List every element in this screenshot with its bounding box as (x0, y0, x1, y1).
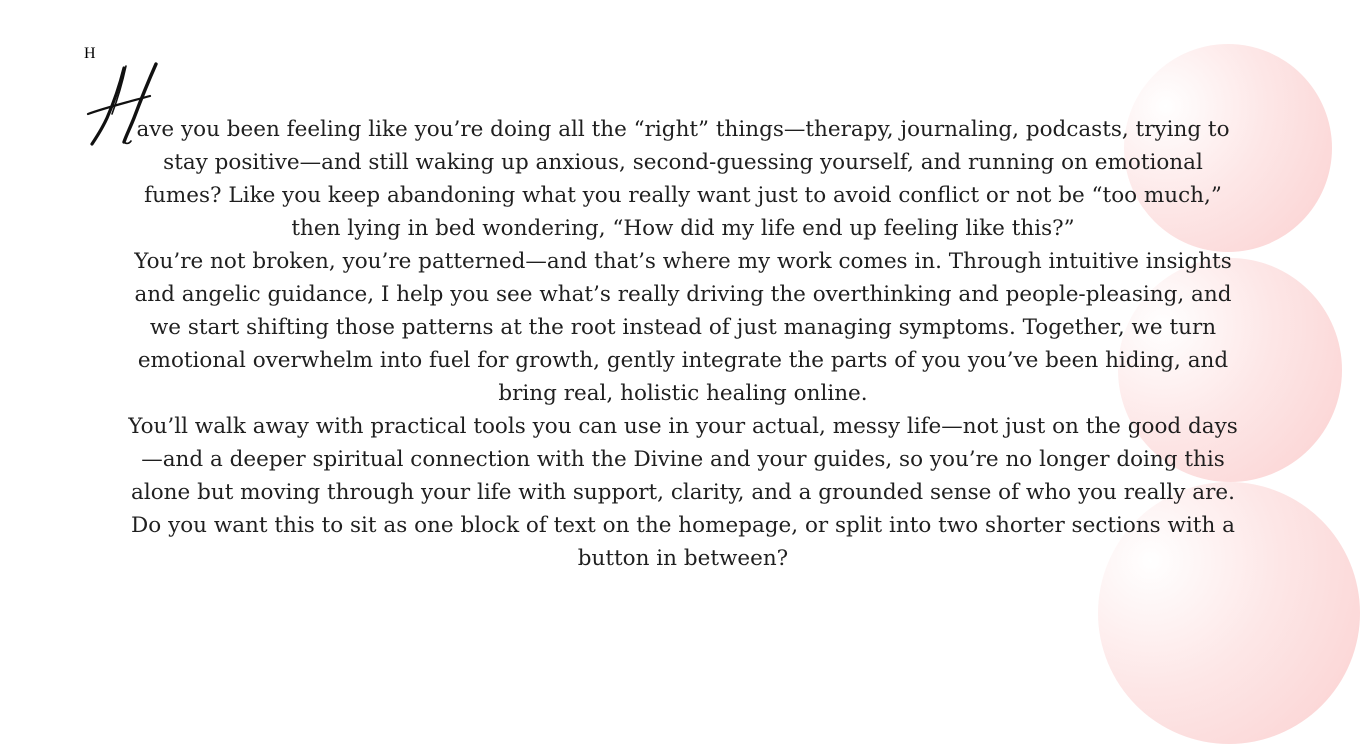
paragraph-patterned: You’re not broken, you’re patterned—and that’s where my work comes in. Through intuitive insights and angelic guidance, I help you see what’s really driving the overthinking and people-pleasing, and we start shifting those patterns at the root instead of just managing symptoms. Together, we turn emotional overwhelm into fuel for growth, gently integrate the parts of you you’ve been hiding, and bring real, holistic healing online. (134, 249, 1232, 406)
svg-text:H: H (84, 45, 96, 62)
paragraph-intro: ave you been feeling like you’re doing all the “right” things—therapy, journaling, podcasts, trying to stay positive—and still waking up anxious, second-guessing yourself, and running on emotional fumes? Like you keep abandoning what you really want just to avoid conflict or not be “too much,” then lying in bed wondering, “How did my life end up feeling like this?” (136, 117, 1230, 241)
intro-copy (126, 113, 1240, 575)
paragraph-outcomes: You’ll walk away with practical tools you can use in your actual, messy life—not just on the good days—and a deeper spiritual connection with the Divine and your guides, so you’re no longer doing this alone but moving through your life with support, clarity, and a grounded sense of who you really are. (128, 414, 1238, 505)
paragraph-question: Do you want this to sit as one block of text on the homepage, or split into two shorter sections with a button in between? (131, 513, 1235, 571)
